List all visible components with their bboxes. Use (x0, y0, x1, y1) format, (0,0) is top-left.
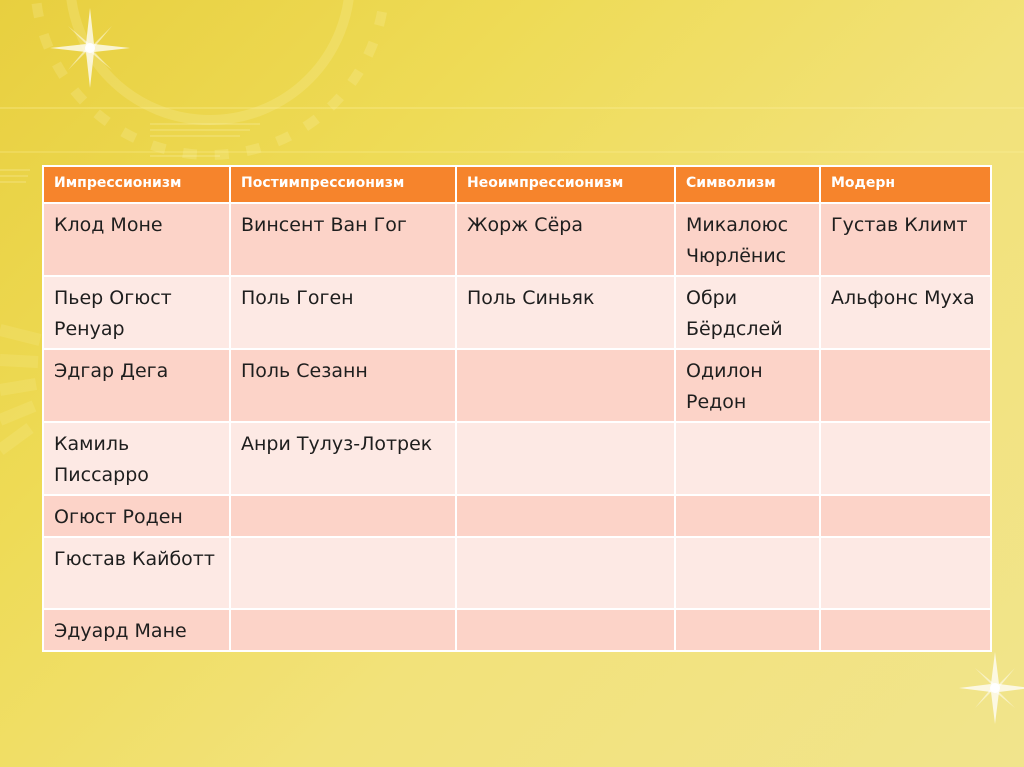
table-row (43, 422, 991, 495)
table-cell: Поль Синьяк (456, 276, 675, 349)
table-cell: Винсент Ван Гог (230, 203, 456, 276)
table-cell: Анри Тулуз-Лотрек (230, 422, 456, 495)
table-cell (456, 537, 675, 609)
table-row (43, 537, 991, 609)
table-cell (230, 609, 456, 651)
art-movements-table (42, 165, 992, 652)
table-cell (820, 495, 991, 537)
table-cell: Клод Моне (43, 203, 230, 276)
table-header-row (43, 166, 991, 203)
header-impressionism: Импрессионизм (43, 166, 230, 203)
header-symbolism: Символизм (675, 166, 820, 203)
table-cell (456, 495, 675, 537)
table-cell: Поль Сезанн (230, 349, 456, 422)
table-row (43, 349, 991, 422)
header-neo-impressionism: Неоимпрессионизм (456, 166, 675, 203)
table-cell (456, 609, 675, 651)
table-cell: Одилон Редон (675, 349, 820, 422)
table-cell (675, 495, 820, 537)
table-cell: Камиль Писсарро (43, 422, 230, 495)
table-cell (675, 537, 820, 609)
sparkle-star-icon (50, 8, 130, 88)
table-cell (230, 537, 456, 609)
table-cell: Обри Бёрдслей (675, 276, 820, 349)
sparkle-star-icon (959, 652, 1024, 724)
table-cell (820, 537, 991, 609)
table-cell: Жорж Сёра (456, 203, 675, 276)
table-cell: Эдгар Дега (43, 349, 230, 422)
table-cell: Гюстав Кайботт (43, 537, 230, 609)
table-cell: Эдуард Мане (43, 609, 230, 651)
table-cell (820, 349, 991, 422)
table-cell (230, 495, 456, 537)
header-post-impressionism: Постимпрессионизм (230, 166, 456, 203)
table-cell: Микалоюс Чюрлёнис (675, 203, 820, 276)
table-row (43, 495, 991, 537)
table-cell: Огюст Роден (43, 495, 230, 537)
table-row (43, 203, 991, 276)
table-cell (820, 609, 991, 651)
table-cell: Пьер Огюст Ренуар (43, 276, 230, 349)
table-row (43, 276, 991, 349)
table-cell (675, 609, 820, 651)
table-cell: Густав Климт (820, 203, 991, 276)
table-cell: Поль Гоген (230, 276, 456, 349)
table-row (43, 609, 991, 651)
table-cell (820, 422, 991, 495)
table-cell (456, 349, 675, 422)
table-cell: Альфонс Муха (820, 276, 991, 349)
table-cell (675, 422, 820, 495)
header-modern: Модерн (820, 166, 991, 203)
table-cell (456, 422, 675, 495)
